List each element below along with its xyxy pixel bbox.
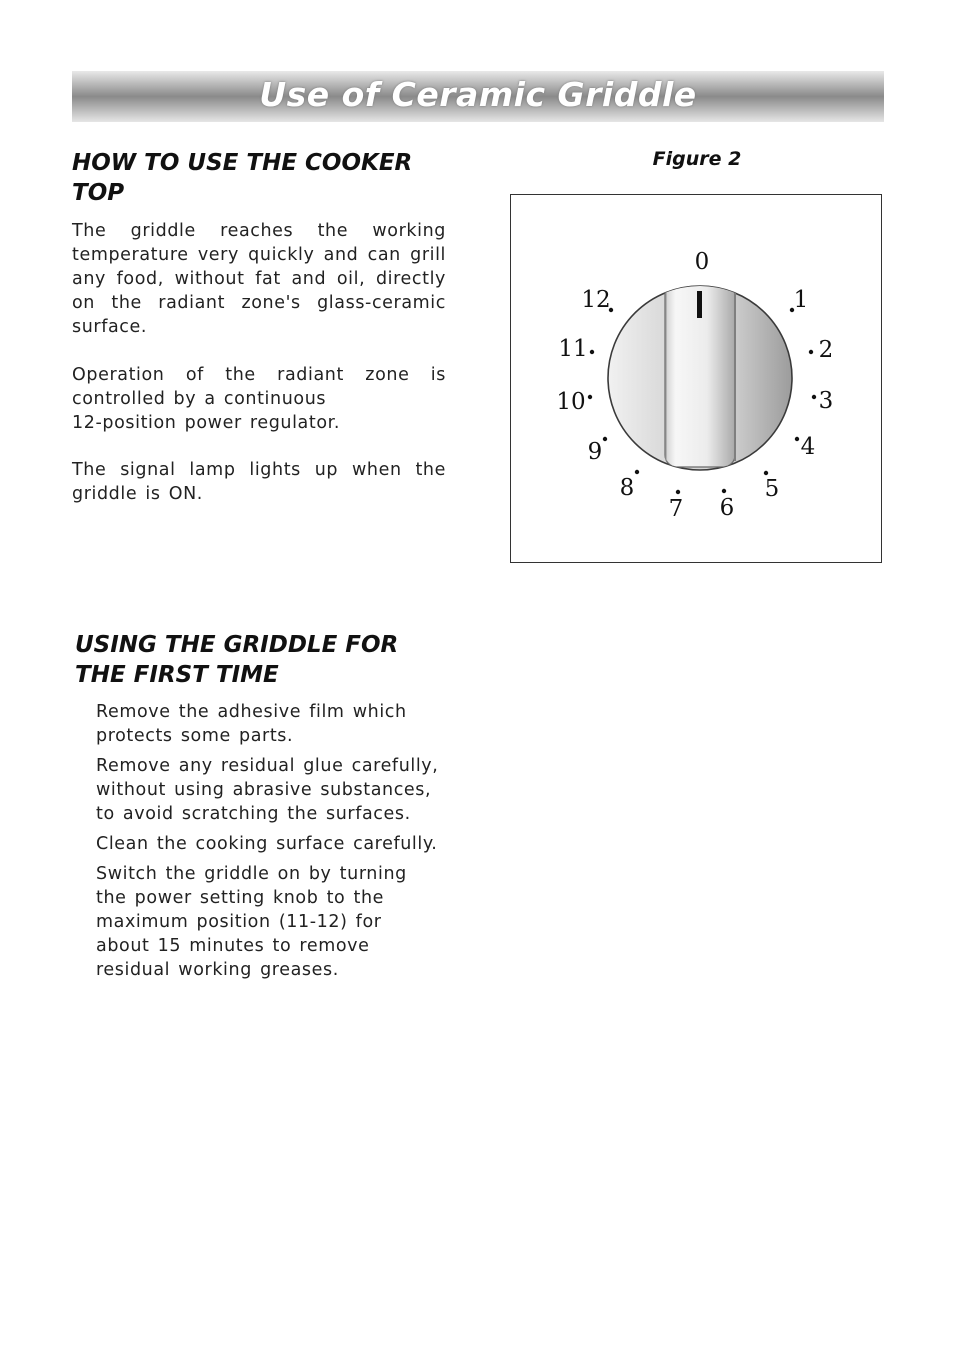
figure-caption: Figure 2 <box>652 148 742 170</box>
dial-label-6: 6 <box>719 495 735 521</box>
dial-dot <box>590 350 594 354</box>
text-line: griddle is ON. <box>72 484 203 504</box>
heading-line: HOW TO USE THE COOKER <box>72 150 413 176</box>
list-item: Remove the adhesive film which protects some parts. <box>96 702 407 746</box>
dial-dot <box>676 490 680 494</box>
list-item: Clean the cooking surface carefully. <box>96 834 438 854</box>
dial-dot <box>809 350 813 354</box>
text-line: on the radiant zone's glass-ceramic <box>72 293 446 313</box>
text-line: any food, without fat and oil, directly <box>72 269 446 289</box>
dial-label-7: 7 <box>668 496 684 522</box>
list-item: Remove any residual glue carefully, without using abrasive substances, to avoid scratching the surfaces. <box>96 756 439 824</box>
dial-dot <box>588 395 592 399</box>
page-title: Use of Ceramic Griddle <box>259 75 697 114</box>
paragraph-griddle-heating <box>72 219 446 339</box>
text-line: The signal lamp lights up when the <box>72 460 446 480</box>
section-heading-first-time <box>75 630 455 690</box>
heading-line: TOP <box>72 180 125 206</box>
section-heading-how-to-use <box>72 148 452 208</box>
dial-dot <box>764 471 768 475</box>
dial-dot <box>795 437 799 441</box>
paragraph-signal-lamp <box>72 458 446 506</box>
dial-label-8: 8 <box>619 475 635 501</box>
dial-dot <box>812 395 816 399</box>
title-banner <box>72 71 884 122</box>
figure-knob-diagram <box>510 194 882 563</box>
text-line: The griddle reaches the working <box>72 221 446 241</box>
text-line: controlled by a continuous <box>72 389 327 409</box>
dial-label-2: 2 <box>818 337 834 363</box>
dial-dot <box>722 489 726 493</box>
dial-label-3: 3 <box>818 388 834 414</box>
text-line: 12-position power regulator. <box>72 413 340 433</box>
dial-label-1: 1 <box>793 287 809 313</box>
first-use-steps <box>96 700 446 988</box>
text-line: surface. <box>72 317 148 337</box>
dial-label-4: 4 <box>800 434 816 460</box>
heading-line: THE FIRST TIME <box>75 662 279 688</box>
dial-dot <box>635 470 639 474</box>
heading-line: USING THE GRIDDLE FOR <box>75 632 399 658</box>
dial-label-11: 11 <box>558 336 588 362</box>
text-line: temperature very quickly and can grill <box>72 245 446 265</box>
paragraph-power-regulator <box>72 363 446 435</box>
text-line: Operation of the radiant zone is <box>72 365 446 385</box>
knob-illustration <box>511 195 883 564</box>
dial-label-12: 12 <box>581 287 611 313</box>
dial-label-9: 9 <box>587 439 603 465</box>
knob-pointer-mark <box>697 291 702 318</box>
dial-label-10: 10 <box>556 389 586 415</box>
list-item: Switch the griddle on by turning the power setting knob to the maximum position (11-12) for about 15 minutes to remove residual working greases. <box>96 864 407 980</box>
dial-label-5: 5 <box>764 476 780 502</box>
dial-dot <box>603 437 607 441</box>
dial-label-0: 0 <box>694 249 710 275</box>
